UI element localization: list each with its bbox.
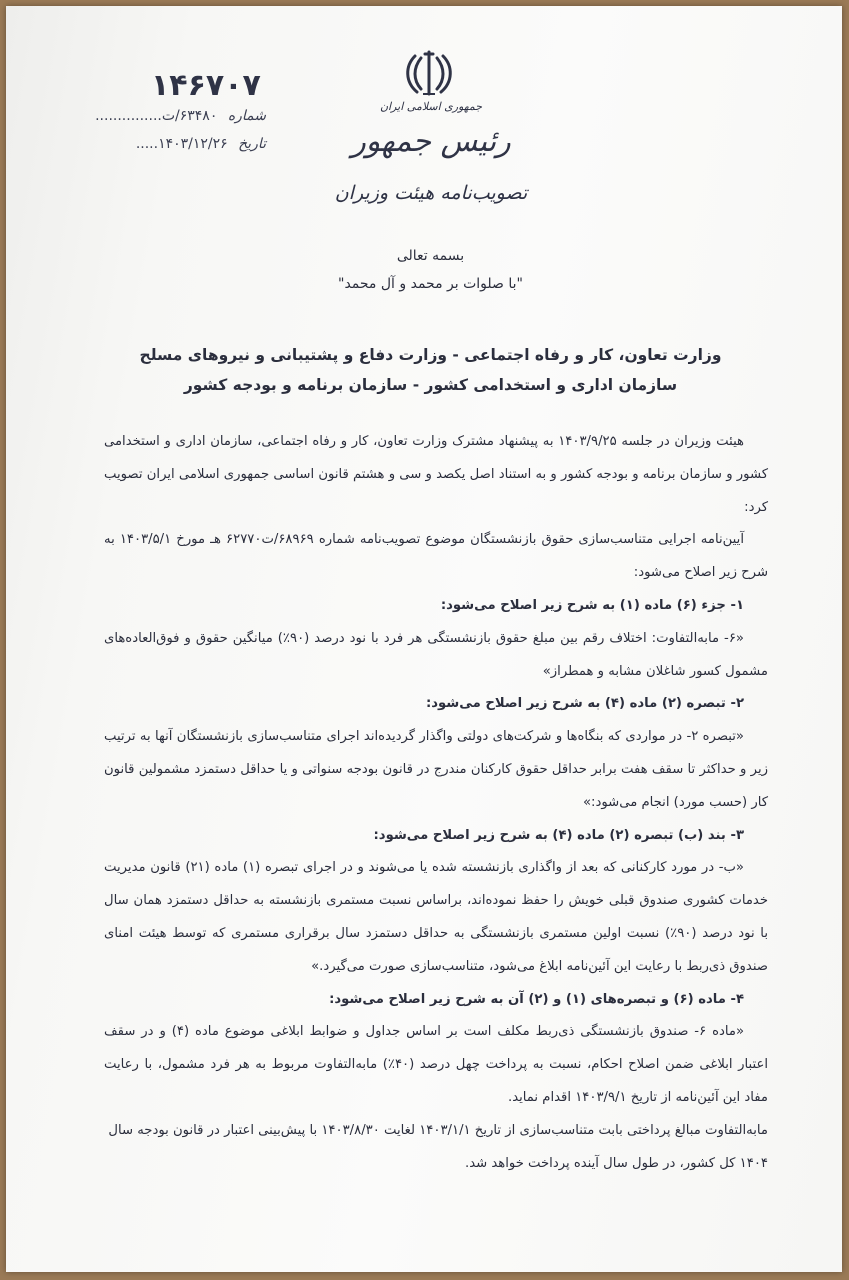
addressees: [6, 340, 849, 400]
serial-number: ۱۴۶۷۰۷: [151, 68, 261, 103]
item-heading: ۲- تبصره (۲) ماده (۴) به شرح زیر اصلاح می‌شود:: [425, 696, 744, 712]
addressees-line-1: وزارت تعاون، کار و رفاه اجتماعی - وزارت دفاع و پشتیبانی و نیروهای مسلح: [139, 346, 722, 364]
salawat: "با صلوات بر محمد و آل محمد": [338, 276, 523, 292]
document-type: تصویب‌نامه هیئت وزیران: [334, 182, 528, 204]
item-text: «۶- مابه‌التفاوت: اختلاف رقم بین مبلغ حقوق بازنشستگی هر فرد با نود درصد (۹۰٪) میانگین حقوق و فوق‌العاده‌های مشمول کسور شاغلان مشابه و همطراز»: [104, 630, 768, 679]
date-label: تاریخ: [238, 136, 266, 152]
invocation: بسمه تعالی: [396, 248, 465, 264]
number-label: شماره: [227, 108, 266, 124]
office-title: رئیس جمهور: [351, 124, 511, 159]
intro-paragraph: هیئت وزیران در جلسه ۱۴۰۳/۹/۲۵ به پیشنهاد مشترک وزارت تعاون، کار و رفاه اجتماعی، سازمان اداری و استخدامی کشور و سازمان برنامه و بودجه کشور و به استناد اصل یکصد و سی و هشتم قانون اساسی جمهوری اسلامی ایران تصویب کرد:: [104, 434, 768, 515]
item-heading: ۱- جزء (۶) ماده (۱) به شرح زیر اصلاح می‌شود:: [440, 597, 744, 613]
regulation-paragraph: آیین‌نامه اجرایی متناسب‌سازی حقوق بازنشستگان موضوع تصویب‌نامه شماره ۶۸۹۶۹/ت۶۲۷۷۰ هـ مورخ ۱۴۰۳/۵/۱ به شرح زیر اصلاح می‌شود:: [104, 532, 768, 581]
document-page: [6, 6, 842, 1272]
country-name: جمهوری اسلامی ایران: [379, 100, 483, 113]
document-body: [104, 426, 768, 1180]
item-heading: ۳- بند (ب) تبصره (۲) ماده (۴) به شرح زیر اصلاح می‌شود:: [373, 827, 744, 843]
date-value: ۱۴۰۳/۱۲/۲۶.....: [135, 136, 228, 152]
item-text: «ب- در مورد کارکنانی که بعد از واگذاری بازنشسته شده یا می‌شوند و در اجرای تبصره (۱) ماده (۲۱) قانون مدیریت خدمات کشوری صندوق قبلی خویش را حفظ نموده‌اند، براساس نسبت مستمری بازنشسته به حداقل دستمزد همان سال با نود درصد (۹۰٪) نسبت اولین مستمری بازنشستگی به حداقل دستمزد سال برقراری مستمری که توسط هیئت امنای صندوق ذی‌ربط با رعایت این آئین‌نامه ابلاغ می‌شود، متناسب‌سازی صورت می‌گیرد.»: [104, 860, 768, 974]
letter-number-row: [95, 108, 266, 124]
item-text: «تبصره ۲- در مواردی که بنگاه‌ها و شرکت‌های دولتی واگذار گردیده‌اند اجرای متناسب‌سازی بازنشستگان آنها به ترتیب زیر و حداکثر تا سقف هفت برابر حداقل حقوق کارکنان مندرج در قانون بودجه سنواتی و یا حداقل دستمزد مشمولین قانون کار (حسب مورد) انجام می‌شود:»: [104, 729, 768, 810]
number-value: ۶۳۴۸۰/ت...............: [95, 108, 218, 124]
letter-date-row: [136, 136, 266, 152]
iran-emblem-icon: [401, 44, 457, 100]
item-text: «ماده ۶- صندوق بازنشستگی ذی‌ربط مکلف است بر اساس جداول و ضوابط ابلاغی موضوع ماده (۴) و در سقف اعتبار ابلاغی ضمن اصلاح احکام، نسبت به پرداخت چهل درصد (۴۰٪) مابه‌التفاوت مربوط به هر فرد مشمول، با رعایت مفاد این آئین‌نامه از تاریخ ۱۴۰۳/۹/۱ اقدام نماید.: [104, 1024, 768, 1105]
addressees-line-2: سازمان اداری و استخدامی کشور - سازمان برنامه و بودجه کشور: [183, 376, 678, 394]
item-heading: ۴- ماده (۶) و تبصره‌های (۱) و (۲) آن به شرح زیر اصلاح می‌شود:: [329, 991, 744, 1007]
closing-paragraph: مابه‌التفاوت مبالغ پرداختی بابت متناسب‌سازی از تاریخ ۱۴۰۳/۱/۱ لغایت ۱۴۰۳/۸/۳۰ با پیش‌بینی اعتبار در قانون بودجه سال ۱۴۰۴ کل کشور، در طول سال آینده پرداخت خواهد شد.: [108, 1122, 768, 1171]
